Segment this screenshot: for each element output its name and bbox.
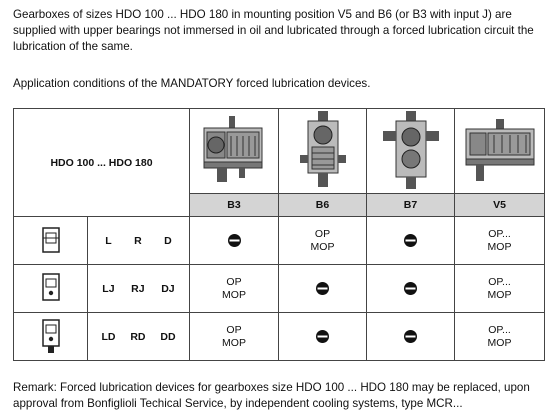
not-required-symbol-icon — [404, 282, 417, 295]
motor-config-icon-cell — [14, 265, 88, 313]
lubrication-value: MOP — [222, 336, 246, 349]
code-label: LD — [101, 330, 116, 343]
gearbox-image-v5 — [455, 109, 545, 194]
remark-paragraph: Remark: Forced lubrication devices for gearboxes size HDO 100 ... HDO 180 may be replaced, upon approval from Bonfiglioli Techical Service, by independent cooling systems, type MCR... — [13, 381, 530, 410]
table-row — [14, 265, 545, 313]
not-required-symbol-icon — [228, 234, 241, 247]
lubrication-value: OP — [226, 323, 242, 336]
motor-input-d-icon — [39, 317, 63, 357]
cell-b6 — [279, 217, 367, 265]
code-label: R — [134, 234, 142, 247]
model-label: HDO 100 ... HDO 180 — [50, 156, 153, 169]
motor-config-icon-cell — [14, 313, 88, 361]
cell-v5 — [455, 265, 545, 313]
cell-v5 — [455, 217, 545, 265]
lubrication-value: MOP — [487, 288, 512, 301]
codes-cell — [88, 265, 190, 313]
not-required-symbol-icon — [404, 234, 417, 247]
position-header-b6: B6 — [279, 194, 367, 217]
codes-cell — [88, 313, 190, 361]
not-required-symbol-icon — [316, 282, 329, 295]
code-label: DD — [160, 330, 176, 343]
code-label: RJ — [131, 282, 145, 295]
code-label: DJ — [161, 282, 175, 295]
cell-b3 — [190, 217, 279, 265]
motor-config-icon-cell — [14, 217, 88, 265]
codes-cell — [88, 217, 190, 265]
gearbox-image-b6 — [279, 109, 367, 194]
gearbox-image-b7 — [367, 109, 455, 194]
table-row — [14, 217, 545, 265]
lubrication-value: MOP — [487, 240, 512, 253]
cell-v5 — [455, 313, 545, 361]
position-header-v5: V5 — [455, 194, 545, 217]
cell-b6 — [279, 265, 367, 313]
motor-input-icon — [39, 225, 63, 257]
lubrication-table — [13, 108, 545, 361]
not-required-symbol-icon — [404, 330, 417, 343]
intro-paragraph: Gearboxes of sizes HDO 100 ... HDO 180 in mounting position V5 and B6 (or B3 with input J) are supplied with upper bearings not immersed in oil and lubricated through a forced lubrication circuit the lubrication of the same. — [13, 8, 534, 53]
lubrication-value: OP... — [488, 323, 511, 336]
code-label: RD — [130, 330, 146, 343]
cell-b3 — [190, 313, 279, 361]
gearbox-b3-icon — [199, 114, 269, 188]
code-label: D — [164, 234, 172, 247]
lubrication-value: OP... — [488, 275, 511, 288]
lubrication-value: OP — [314, 227, 331, 240]
gearbox-v5-icon — [462, 119, 538, 183]
cell-b7 — [367, 313, 455, 361]
model-header — [14, 109, 190, 217]
not-required-symbol-icon — [316, 330, 329, 343]
lubrication-value: MOP — [222, 288, 246, 301]
cell-b7 — [367, 265, 455, 313]
gearbox-b7-icon — [383, 111, 439, 191]
lubrication-value: OP... — [488, 227, 511, 240]
gearbox-b6-icon — [298, 111, 348, 191]
motor-input-j-icon — [39, 271, 63, 307]
position-header-b3: B3 — [190, 194, 279, 217]
cell-b6 — [279, 313, 367, 361]
lubrication-value: OP — [226, 275, 242, 288]
table-row — [14, 313, 545, 361]
lubrication-value: MOP — [487, 336, 512, 349]
gearbox-image-b3 — [190, 109, 279, 194]
cell-b7 — [367, 217, 455, 265]
code-label: L — [105, 234, 112, 247]
lubrication-value: MOP — [310, 240, 335, 253]
cell-b3 — [190, 265, 279, 313]
code-label: LJ — [102, 282, 115, 295]
table-caption: Application conditions of the MANDATORY forced lubrication devices. — [13, 77, 371, 90]
position-header-b7: B7 — [367, 194, 455, 217]
